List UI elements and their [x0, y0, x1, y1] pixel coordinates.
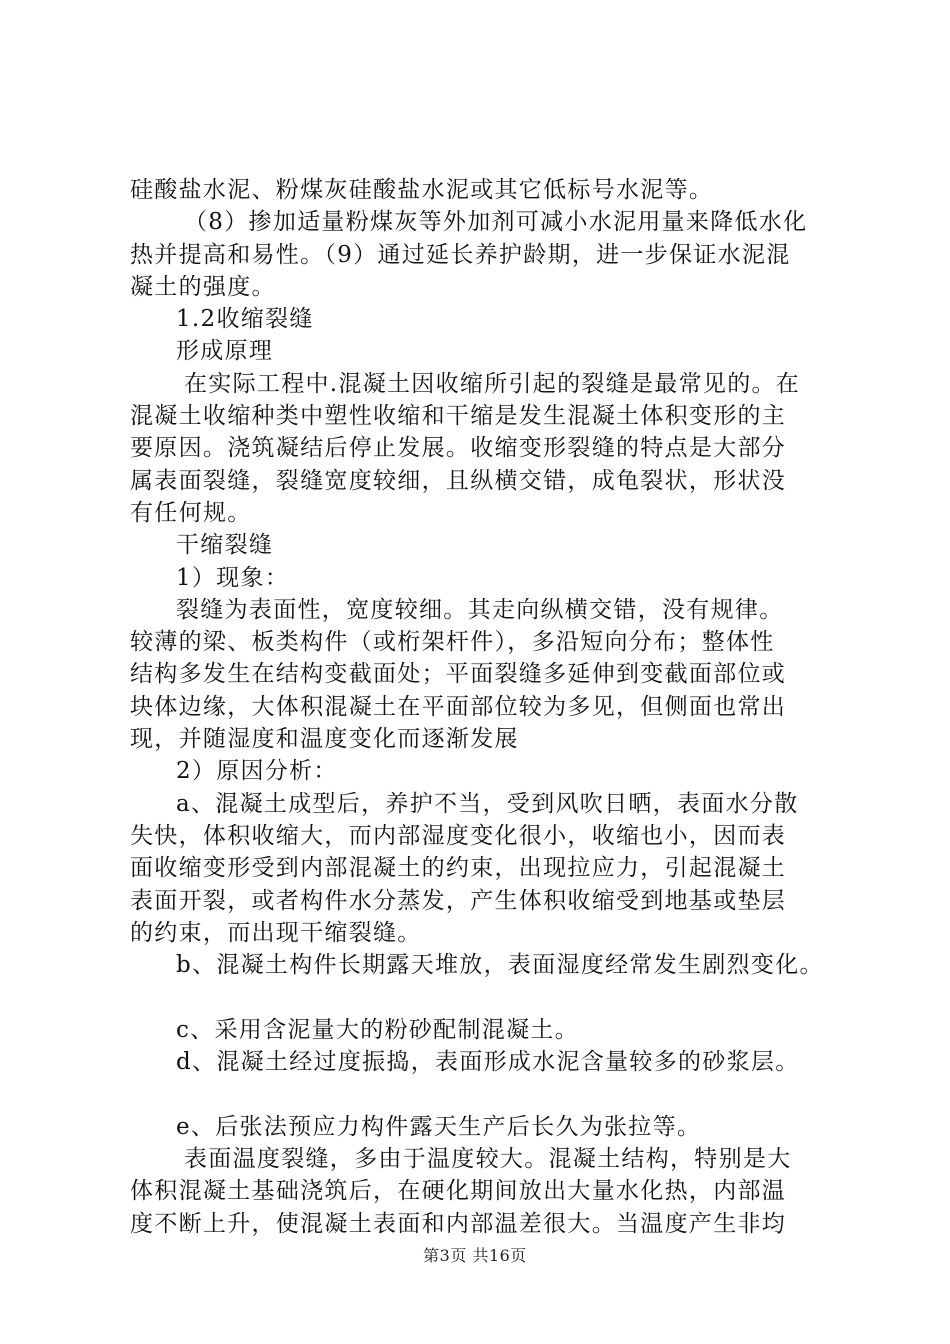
text-line: 裂缝为表面性，宽度较细。其走向纵横交错，没有规律。 — [176, 596, 784, 623]
text-line: 有任何规。 — [130, 499, 252, 526]
text-line: 属表面裂缝，裂缝宽度较细，且纵横交错，成龟裂状，形状没 — [130, 467, 787, 494]
text-line: 的约束，而出现干缩裂缝。 — [130, 919, 422, 946]
text-line: 1）现象： — [176, 564, 290, 591]
text-line: 度不断上升，使混凝土表面和内部温差很大。当温度产生非均 — [130, 1210, 787, 1237]
blank-line — [130, 1078, 830, 1110]
text-line: 现，并随湿度和温度变化而逐渐发展 — [130, 726, 519, 753]
text-line: 失快，体积收缩大，而内部湿度变化很小，收缩也小，因而表 — [130, 822, 787, 849]
text-line: d、混凝土经过度振捣，表面形成水泥含量较多的砂浆层。 — [176, 1049, 800, 1076]
text-line: 体积混凝土基础浇筑后，在硬化期间放出大量水化热，内部温 — [130, 1178, 787, 1205]
text-line: 混凝土收缩种类中塑性收缩和干缩是发生混凝土体积变形的主 — [130, 403, 787, 430]
blank-line — [130, 981, 830, 1013]
text-line: 1.2收缩裂缝 — [176, 306, 314, 333]
text-line: e、后张法预应力构件露天生产后长久为张拉等。 — [176, 1113, 702, 1140]
text-line: 形成原理 — [176, 338, 274, 365]
text-line: 面收缩变形受到内部混凝土的约束，出现拉应力，引起混凝土 — [130, 855, 787, 882]
page-footer: 第3页 共16页 — [423, 1246, 527, 1265]
text-line: 要原因。浇筑凝结后停止发展。收缩变形裂缝的特点是大部分 — [130, 435, 787, 462]
text-line: 硅酸盐水泥、粉煤灰硅酸盐水泥或其它低标号水泥等。 — [130, 177, 714, 203]
text-line: c、采用含泥量大的粉砂配制混凝土。 — [176, 1016, 579, 1043]
text-line: a、混凝土成型后，养护不当，受到风吹日晒，表面水分散 — [176, 790, 799, 817]
text-line: 较薄的梁、板类构件（或桁架杆件），多沿短向分布；整体性 — [130, 629, 775, 656]
text-line: 表面开裂，或者构件水分蒸发，产生体积收缩受到地基或垫层 — [130, 887, 787, 914]
document-body — [130, 174, 830, 1240]
text-line: 热并提高和易性。（9）通过延长养护龄期，进一步保证水泥混 — [130, 241, 791, 268]
text-line: 干缩裂缝 — [176, 532, 274, 559]
text-line: 凝土的强度。 — [130, 273, 276, 300]
text-line: b、混凝土构件长期露天堆放，表面湿度经常发生剧烈变化。 — [176, 952, 824, 979]
text-line: 表面温度裂缝，多由于温度较大。混凝土结构，特别是大 — [184, 1145, 792, 1172]
text-line: 在实际工程中.混凝土因收缩所引起的裂缝是最常见的。在 — [184, 370, 801, 397]
text-line: 块体边缘，大体积混凝土在平面部位较为多见，但侧面也常出 — [130, 693, 787, 720]
text-line: （8）掺加适量粉煤灰等外加剂可减小水泥用量来降低水化 — [184, 209, 808, 236]
text-line: 结构多发生在结构变截面处；平面裂缝多延伸到变截面部位或 — [130, 661, 787, 688]
text-line: 2）原因分析： — [176, 758, 338, 785]
